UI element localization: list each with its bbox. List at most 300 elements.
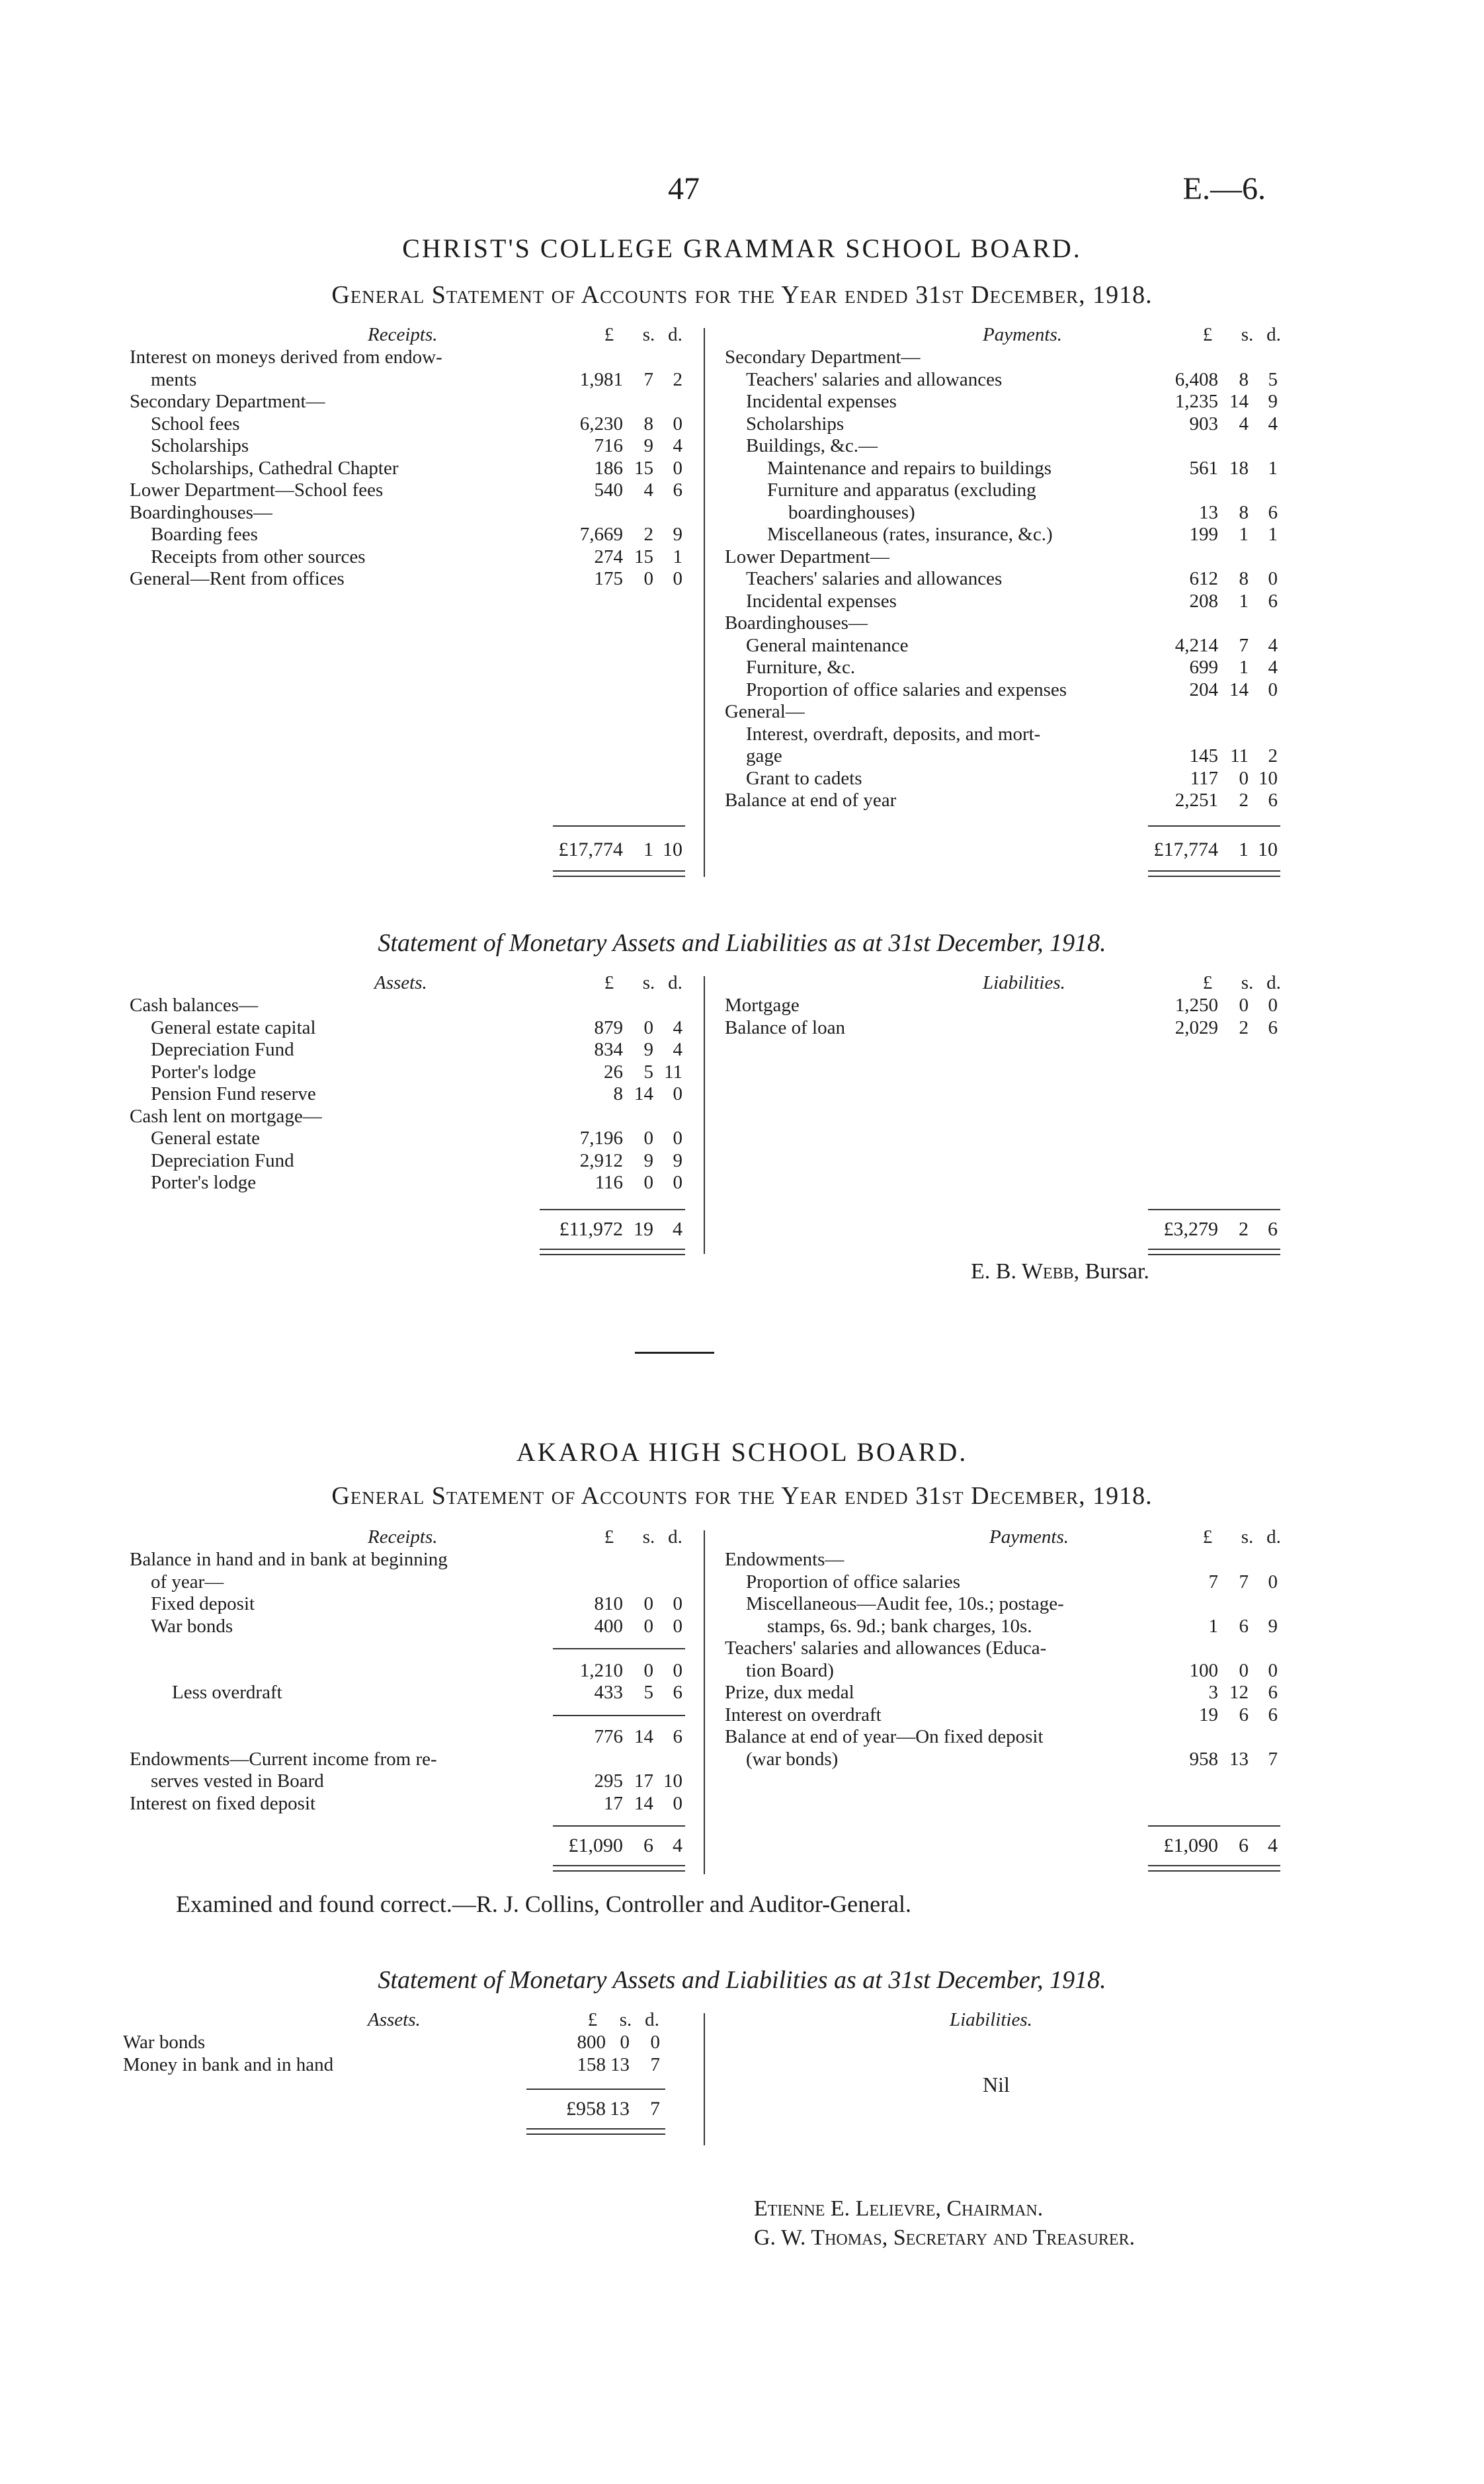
total-pounds: £1,090 [1163, 1835, 1218, 1856]
ledger-row-label: Interest on moneys derived from endow- [130, 347, 442, 368]
ledger-pence: 7 [650, 2053, 660, 2075]
payments-heading: Payments. [989, 1526, 1069, 1548]
ledger-row [725, 1616, 1280, 1638]
ledger-pence: 6 [1268, 790, 1278, 811]
akaroa-assets-header [123, 2009, 685, 2032]
ledger-row [130, 391, 685, 413]
ledger-shillings: 0 [643, 1659, 653, 1681]
ledger-row [725, 479, 1280, 502]
ledger-row-label: Less overdraft [172, 1682, 282, 1703]
total-pounds: £11,972 [559, 1218, 623, 1240]
pounds-unit: £ [1202, 324, 1213, 345]
ledger-row-label: Teachers' salaries and allowances [746, 368, 1003, 390]
ledger-row-label: Scholarships, Cathedral Chapter [151, 457, 399, 479]
total-shillings: 19 [634, 1218, 653, 1240]
ledger-shillings: 9 [643, 1149, 653, 1171]
akaroa-assets-list [123, 2032, 685, 2076]
double-rule [553, 1865, 685, 1866]
assets-heading: Assets. [368, 2009, 421, 2030]
ledger-pounds: 433 [594, 1682, 623, 1703]
ledger-row-label: Pension Fund reserve [151, 1083, 316, 1104]
akaroa-receipts-header [130, 1526, 685, 1549]
christs-assets-list [130, 995, 685, 1194]
akaroa-receipts-total [130, 1835, 685, 1857]
ledger-row-label: Boardinghouses— [130, 501, 272, 523]
ledger-row-label: Money in bank and in hand [123, 2053, 334, 2075]
ledger-shillings: 14 [634, 1083, 653, 1104]
ledger-pence: 9 [1268, 391, 1278, 412]
akaroa-receipts-panel [130, 1526, 685, 1856]
ledger-shillings: 2 [1239, 790, 1249, 811]
ledger-row [725, 591, 1280, 613]
ledger-row [130, 1172, 685, 1194]
ledger-pounds: 1,981 [579, 368, 623, 390]
ledger-shillings: 2 [1239, 1016, 1249, 1038]
ledger-row [725, 768, 1280, 790]
ledger-pounds: 6,408 [1175, 368, 1218, 390]
ledger-shillings: 9 [643, 435, 653, 456]
pence-unit: d. [645, 2009, 659, 2030]
pence-unit: d. [1266, 324, 1281, 345]
shillings-unit: s. [1241, 1526, 1254, 1548]
double-rule [553, 870, 685, 872]
ledger-pounds: 903 [1189, 413, 1218, 435]
total-pounds: £1,090 [568, 1835, 623, 1856]
ledger-row-label: Porter's lodge [151, 1061, 257, 1083]
ledger-row [725, 546, 1280, 569]
christs-receipts-header [130, 324, 685, 347]
ledger-row [130, 1593, 685, 1616]
ledger-row [130, 1549, 685, 1571]
ledger-shillings: 18 [1229, 457, 1249, 479]
ledger-shillings: 14 [1229, 391, 1249, 412]
ledger-row [725, 724, 1280, 746]
ledger-shillings: 0 [643, 1593, 653, 1614]
double-rule [526, 2128, 665, 2130]
ledger-row-label: Furniture, &c. [746, 657, 856, 678]
total-pounds: £17,774 [558, 839, 623, 860]
ledger-row-label: of year— [151, 1571, 224, 1593]
ledger-shillings: 1 [1239, 657, 1249, 678]
ledger-shillings: 1 [1239, 524, 1249, 545]
ledger-pounds: 7,196 [579, 1128, 623, 1149]
ledger-row [130, 995, 685, 1017]
total-rule [1148, 1825, 1280, 1827]
ledger-shillings: 15 [634, 457, 653, 479]
ledger-row [725, 612, 1280, 635]
ledger-pence: 0 [673, 457, 682, 479]
ledger-pence: 6 [673, 1682, 682, 1703]
ledger-pounds: 6,230 [579, 413, 623, 435]
ledger-shillings: 5 [643, 1682, 653, 1703]
ledger-shillings: 7 [643, 368, 653, 390]
ledger-shillings: 1 [1239, 590, 1249, 612]
double-rule [1148, 1249, 1280, 1250]
ledger-pounds: 776 [594, 1726, 623, 1747]
ledger-row [725, 413, 1280, 436]
ledger-shillings: 11 [1230, 745, 1249, 766]
ledger-row-label: Proportion of office salaries [746, 1571, 961, 1593]
ledger-pence: 6 [673, 479, 682, 501]
bursar-name: E. B. Webb, [971, 1259, 1080, 1284]
ledger-pence: 1 [1268, 524, 1278, 545]
ledger-row-label: Secondary Department— [725, 347, 921, 368]
ledger-row-label: ments [151, 368, 197, 390]
ledger-row-label: tion Board) [746, 1659, 834, 1681]
ledger-pounds: 716 [594, 435, 623, 456]
ledger-pounds: 158 [577, 2053, 606, 2075]
ledger-pence: 2 [1268, 745, 1278, 766]
total-pence: 10 [1258, 839, 1278, 860]
ledger-shillings: 0 [643, 1615, 653, 1637]
total-pounds: £17,774 [1153, 839, 1218, 860]
ledger-shillings: 17 [634, 1770, 653, 1792]
ledger-shillings: 0 [1239, 1659, 1249, 1681]
liabilities-heading: Liabilities. [983, 972, 1065, 993]
total-rule [526, 2089, 665, 2090]
ledger-pounds: 2,251 [1175, 790, 1218, 811]
column-divider [704, 1530, 705, 1874]
ledger-row-label: Balance in hand and in bank at beginning [130, 1549, 448, 1570]
bursar-signature [971, 1259, 1149, 1284]
ledger-pence: 6 [1268, 1682, 1278, 1703]
ledger-shillings: 12 [1229, 1682, 1249, 1703]
ledger-pence: 6 [1268, 1016, 1278, 1038]
christs-payments-panel [725, 324, 1281, 860]
ledger-row [725, 1660, 1280, 1682]
pounds-unit: £ [604, 1526, 614, 1548]
receipts-heading: Receipts. [368, 1526, 438, 1548]
ledger-row [725, 1549, 1280, 1571]
ledger-pence: 9 [1268, 1615, 1278, 1637]
total-rule [1148, 825, 1280, 827]
ledger-row-label: Miscellaneous (rates, insurance, &c.) [767, 524, 1053, 545]
ledger-pounds: 540 [594, 479, 623, 501]
ledger-pence: 0 [673, 1128, 682, 1149]
ledger-shillings: 8 [643, 413, 653, 435]
ledger-shillings: 9 [643, 1039, 653, 1060]
akaroa-assets-title: Statement of Monetary Assets and Liabilities as at 31st December, 1918. [378, 1966, 1106, 1994]
ledger-row-label: Cash lent on mortgage— [130, 1105, 322, 1127]
ledger-row-label: Incidental expenses [746, 590, 897, 612]
ledger-pounds: 117 [1190, 767, 1218, 789]
ledger-pounds: 7,669 [579, 524, 623, 545]
pounds-unit: £ [1202, 972, 1213, 993]
ledger-pounds: 274 [594, 546, 623, 567]
ledger-shillings: 4 [1239, 413, 1249, 435]
total-pence: 4 [673, 1218, 682, 1240]
ledger-pence: 6 [1268, 501, 1278, 523]
akaroa-payments-panel [725, 1526, 1281, 1856]
ledger-row-label: Incidental expenses [746, 391, 897, 412]
ledger-shillings: 8 [1239, 568, 1249, 589]
ledger-pence: 10 [1258, 767, 1278, 789]
total-rule [553, 1825, 685, 1827]
ledger-pounds: 17 [604, 1792, 623, 1814]
ledger-shillings: 2 [643, 524, 653, 545]
akaroa-liabilities-panel [725, 2009, 1280, 2096]
ledger-pounds: 204 [1189, 679, 1218, 700]
examined-text: Examined and found correct.—R. J. Collins, Controller and Auditor-General. [176, 1891, 912, 1917]
ledger-shillings: 4 [643, 479, 653, 501]
ledger-pence: 0 [1268, 1659, 1278, 1681]
ledger-pounds: 1,250 [1175, 995, 1218, 1016]
shillings-unit: s. [642, 1526, 655, 1548]
pounds-unit: £ [1202, 1526, 1213, 1548]
ledger-row-label: General estate capital [151, 1016, 316, 1038]
ledger-pence: 4 [673, 1039, 682, 1060]
ledger-row [130, 435, 685, 458]
ledger-row [130, 1106, 685, 1128]
double-rule [1148, 870, 1280, 872]
ledger-pence: 0 [1268, 568, 1278, 589]
ledger-shillings: 0 [643, 1016, 653, 1038]
double-rule [1148, 1870, 1280, 1872]
ledger-row-label: Maintenance and repairs to buildings [767, 457, 1052, 479]
ledger-pence: 4 [673, 1016, 682, 1038]
ledger-row [725, 1749, 1280, 1771]
subtotal-rule [553, 1715, 685, 1716]
ledger-row [130, 479, 685, 502]
ledger-pence: 9 [673, 1149, 682, 1171]
ledger-row [725, 391, 1280, 413]
ledger-pounds: 26 [604, 1061, 623, 1083]
christs-assets-title: Statement of Monetary Assets and Liabilities as at 31st December, 1918. [378, 929, 1106, 957]
ledger-row [725, 568, 1280, 591]
ledger-row [130, 1017, 685, 1040]
ledger-row-label: Proportion of office salaries and expenses [746, 679, 1067, 700]
total-pence: 10 [663, 839, 682, 860]
shillings-unit: s. [642, 972, 655, 993]
ledger-row [130, 1682, 685, 1704]
total-rule [553, 825, 685, 827]
liabilities-heading: Liabilities. [950, 2009, 1032, 2030]
ledger-row-label: Teachers' salaries and allowances [746, 568, 1003, 589]
ledger-shillings: 14 [634, 1726, 653, 1747]
ledger-row-label: Balance at end of year—On fixed deposit [725, 1726, 1044, 1747]
ledger-shillings: 15 [634, 546, 653, 567]
ledger-row-label: Balance at end of year [725, 790, 897, 811]
pence-unit: d. [668, 324, 682, 345]
double-rule [1148, 1865, 1280, 1866]
akaroa-assets-panel [123, 2009, 685, 2120]
christs-assets-total [130, 1218, 685, 1241]
ledger-pence: 4 [1268, 413, 1278, 435]
examined-statement [176, 1890, 911, 1918]
ledger-row [725, 679, 1280, 702]
ledger-pounds: 199 [1189, 524, 1218, 545]
ledger-row-label: School fees [151, 413, 240, 435]
ledger-row [725, 790, 1280, 812]
ledger-row [130, 502, 685, 524]
ledger-shillings: 7 [1239, 1571, 1249, 1593]
ledger-shillings: 8 [1239, 501, 1249, 523]
christs-receipts-panel [130, 324, 685, 860]
akaroa-subtitle: General Statement of Accounts for the Year ended 31st December, 1918. [331, 1482, 1153, 1510]
akaroa-liabilities-header [725, 2009, 1280, 2032]
ledger-row-label: War bonds [151, 1615, 233, 1637]
ledger-row [130, 1150, 685, 1173]
double-rule [540, 1254, 685, 1255]
ledger-row-label: Porter's lodge [151, 1172, 257, 1193]
secretary-signature: G. W. Thomas, Secretary and Treasurer. [754, 2225, 1135, 2250]
ledger-pence: 4 [1268, 634, 1278, 656]
ledger-pence: 0 [673, 1083, 682, 1104]
ledger-pence: 0 [673, 568, 682, 589]
christs-liabilities-panel [725, 972, 1281, 1240]
ledger-row-label: (war bonds) [746, 1748, 839, 1770]
ledger-pounds: 116 [595, 1172, 623, 1193]
ledger-pence: 4 [1268, 657, 1278, 678]
double-rule [1148, 876, 1280, 877]
double-rule [540, 1249, 685, 1250]
ledger-pence: 1 [673, 546, 682, 567]
ledger-pounds: 879 [594, 1016, 623, 1038]
document-reference: E.—6. [1182, 171, 1266, 206]
ledger-row-label: Boardinghouses— [725, 612, 868, 634]
ledger-shillings: 0 [643, 1128, 653, 1149]
ledger-row [123, 2032, 685, 2054]
ledger-pounds: 810 [594, 1593, 623, 1614]
ledger-pounds: 145 [1189, 745, 1218, 766]
ledger-row-label: gage [746, 745, 782, 766]
ledger-row [725, 1017, 1280, 1040]
ledger-row-label: Prize, dux medal [725, 1682, 854, 1703]
assets-heading: Assets. [374, 972, 427, 993]
pence-unit: d. [1266, 972, 1281, 993]
total-rule [1148, 1209, 1280, 1210]
ledger-shillings: 5 [643, 1061, 653, 1083]
ledger-row-label: Miscellaneous—Audit fee, 10s.; postage- [746, 1593, 1064, 1614]
akaroa-payments-list [725, 1549, 1280, 1770]
ledger-row [130, 1128, 685, 1150]
ledger-row-label: Receipts from other sources [151, 546, 366, 567]
christs-receipts-total [130, 839, 685, 861]
ledger-row [130, 1571, 685, 1594]
ledger-row [725, 435, 1280, 458]
ledger-row-label: Endowments—Current income from re- [130, 1748, 437, 1770]
ledger-pounds: 1,235 [1175, 391, 1218, 412]
ledger-row [725, 347, 1280, 369]
ledger-row-label: Boarding fees [151, 524, 258, 545]
ledger-row-label: War bonds [123, 2032, 206, 2053]
total-rule [540, 1209, 685, 1210]
ledger-row [725, 458, 1280, 480]
ledger-row-label: General— [725, 701, 805, 722]
ledger-row-label: Cash balances— [130, 995, 259, 1016]
column-divider [704, 328, 705, 877]
ledger-row [725, 1593, 1280, 1616]
ledger-pounds: 1 [1208, 1615, 1218, 1637]
ledger-pounds: 19 [1199, 1704, 1218, 1725]
ledger-pence: 10 [663, 1770, 682, 1792]
ledger-row-label: Interest on fixed deposit [130, 1792, 316, 1814]
ledger-row [725, 1682, 1280, 1704]
ledger-row [130, 1061, 685, 1084]
ledger-row [130, 1039, 685, 1061]
ledger-shillings: 13 [610, 2053, 630, 2075]
ledger-pounds: 1,210 [579, 1659, 623, 1681]
ledger-row-label: Lower Department— [725, 546, 889, 567]
payments-heading: Payments. [983, 324, 1062, 345]
ledger-row [725, 657, 1280, 679]
ledger-shillings: 6 [1239, 1704, 1249, 1725]
christs-payments-header [725, 324, 1280, 347]
ledger-pounds: 4,214 [1175, 634, 1218, 656]
ledger-row [130, 347, 685, 369]
ledger-pounds: 8 [613, 1083, 623, 1104]
ledger-pence: 7 [1268, 1748, 1278, 1770]
column-divider [704, 976, 705, 1254]
ledger-shillings: 13 [1229, 1748, 1249, 1770]
ledger-pence: 6 [673, 1726, 682, 1747]
ledger-row [725, 1571, 1280, 1594]
total-shillings: 6 [1239, 1835, 1249, 1856]
pounds-unit: £ [587, 2009, 598, 2030]
ledger-row [725, 701, 1280, 724]
ledger-row-label: Teachers' salaries and allowances (Educa- [725, 1637, 1047, 1659]
ledger-row [130, 1749, 685, 1771]
ledger-pence: 2 [673, 368, 682, 390]
pounds-unit: £ [604, 972, 614, 993]
christs-receipts-list [130, 347, 685, 591]
total-pence: 7 [650, 2098, 660, 2120]
ledger-row [130, 568, 685, 591]
ledger-row [725, 995, 1280, 1017]
christs-subtitle: General Statement of Accounts for the Year ended 31st December, 1918. [331, 281, 1153, 309]
akaroa-payments-total [725, 1835, 1280, 1857]
ledger-row [725, 369, 1280, 392]
christs-payments-total [725, 839, 1280, 861]
total-pence: 4 [673, 1835, 682, 1856]
total-pounds: £958 [566, 2098, 606, 2120]
ledger-pence: 11 [664, 1061, 682, 1083]
ledger-shillings: 0 [1239, 995, 1249, 1016]
ledger-row [725, 502, 1280, 524]
ledger-shillings: 0 [620, 2032, 630, 2053]
ledger-pence: 0 [673, 413, 682, 435]
ledger-pounds: 13 [1199, 501, 1218, 523]
christs-assets-header [130, 972, 685, 995]
ledger-shillings: 14 [634, 1792, 653, 1814]
ledger-pence: 0 [1268, 995, 1278, 1016]
ledger-pounds: 2,029 [1175, 1016, 1218, 1038]
total-pence: 6 [1268, 1218, 1278, 1240]
pence-unit: d. [668, 1526, 682, 1548]
ledger-row-label: Fixed deposit [151, 1593, 255, 1614]
ledger-pounds: 834 [594, 1039, 623, 1060]
ledger-row-label: Depreciation Fund [151, 1039, 294, 1060]
ledger-pounds: 7 [1208, 1571, 1218, 1593]
column-divider [704, 2013, 705, 2145]
ledger-pounds: 612 [1189, 568, 1218, 589]
ledger-row-label: General estate [151, 1128, 261, 1149]
ledger-pence: 0 [1268, 679, 1278, 700]
akaroa-title: AKAROA HIGH SCHOOL BOARD. [516, 1437, 968, 1467]
christs-assets-panel [130, 972, 685, 1240]
double-rule [526, 2133, 665, 2135]
ledger-row-label: Mortgage [725, 995, 800, 1016]
ledger-row [725, 1637, 1280, 1660]
ledger-row-label: Scholarships [151, 435, 249, 456]
ledger-row-label: Secondary Department— [130, 391, 325, 412]
ledger-row-label: serves vested in Board [151, 1770, 324, 1792]
total-pounds: £3,279 [1163, 1218, 1218, 1240]
pounds-unit: £ [604, 324, 614, 345]
ledger-row [130, 1660, 685, 1682]
total-shillings: 13 [610, 2098, 630, 2120]
akaroa-assets-total [123, 2098, 685, 2120]
